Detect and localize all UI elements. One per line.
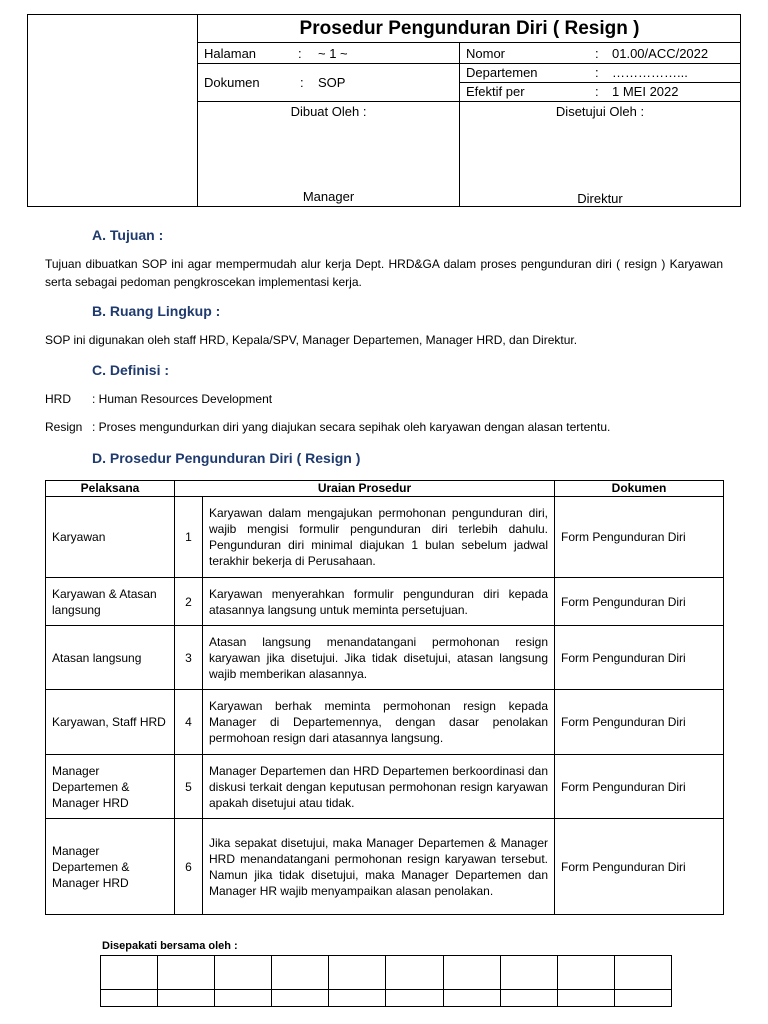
signature-name-cell — [329, 990, 386, 1007]
signature-name-row — [101, 990, 672, 1007]
halaman-value: ~ 1 ~ — [318, 46, 348, 61]
pelaksana-cell: Manager Departemen & Manager HRD — [46, 755, 175, 819]
section-b-heading: B. Ruang Lingkup : — [92, 303, 221, 319]
signoff-grid — [100, 955, 672, 1007]
section-a-text: Tujuan dibuatkan SOP ini agar mempermudah alur kerja Dept. HRD&GA dalam proses pengunduran diri ( resign ) Karyawan serta sebagai pedoman pengkroscekan implementasi kerja. — [45, 257, 723, 289]
step-number: 6 — [175, 819, 203, 915]
table-row — [46, 626, 724, 690]
signature-name-cell — [158, 990, 215, 1007]
step-number: 2 — [175, 578, 203, 626]
page-title: Prosedur Pengunduran Diri ( Resign ) — [198, 14, 741, 43]
signature-name-cell — [500, 990, 557, 1007]
section-d-heading: D. Prosedur Pengunduran Diri ( Resign ) — [92, 450, 361, 466]
signature-name-cell — [557, 990, 614, 1007]
signature-name-cell — [272, 990, 329, 1007]
dokumen-label: Dokumen — [204, 75, 260, 90]
disetujui-oleh-label: Disetujui Oleh : — [555, 104, 645, 119]
definition-desc: : Proses mengundurkan diri yang diajukan secara sepihak oleh karyawan dengan alasan tertentu. — [92, 420, 611, 434]
section-c-heading: C. Definisi : — [92, 362, 170, 378]
step-number: 1 — [175, 497, 203, 578]
uraian-cell: Jika sepakat disetujui, maka Manager Departemen & Manager HRD menandatangani permohonan resign karyawan tersebut. Namun jika tidak disetujui, maka Manager Departemen dan Manager HR wajib menyampaikan alasan penolakan. — [203, 819, 555, 915]
signature-cell — [614, 956, 671, 990]
header-divider — [198, 63, 741, 64]
nomor-label: Nomor — [466, 46, 506, 61]
halaman-label: Halaman — [204, 46, 257, 61]
uraian-cell: Atasan langsung menandatangani permohonan resign karyawan jika disetujui. Jika tidak disetujui, atasan langsung wajib memberikan alasannya. — [203, 626, 555, 690]
header-divider — [198, 101, 741, 102]
header-divider — [459, 43, 460, 206]
definition-term: Resign — [45, 420, 83, 434]
dokumen-cell: Form Pengunduran Diri — [555, 755, 724, 819]
signature-cell — [329, 956, 386, 990]
table-row — [46, 690, 724, 755]
dibuat-oleh-label: Dibuat Oleh : — [290, 104, 367, 119]
departemen-value: ……………... — [612, 65, 688, 80]
section-a-heading: A. Tujuan : — [92, 227, 164, 243]
efektif-value: 1 MEI 2022 — [612, 84, 679, 99]
nomor-value: 01.00/ACC/2022 — [612, 46, 709, 61]
disetujui-oleh-role: Direktur — [577, 191, 623, 206]
pelaksana-cell: Atasan langsung — [46, 626, 175, 690]
dokumen-cell: Form Pengunduran Diri — [555, 578, 724, 626]
dokumen-cell: Form Pengunduran Diri — [555, 626, 724, 690]
signature-name-cell — [386, 990, 443, 1007]
signature-cell — [443, 956, 500, 990]
col-header-dokumen: Dokumen — [555, 481, 724, 497]
signature-name-cell — [101, 990, 158, 1007]
pelaksana-cell: Manager Departemen & Manager HRD — [46, 819, 175, 915]
pelaksana-cell: Karyawan, Staff HRD — [46, 690, 175, 755]
signature-cell — [386, 956, 443, 990]
logo-cell — [27, 14, 198, 207]
col-header-uraian: Uraian Prosedur — [175, 481, 555, 497]
colon: : — [595, 65, 599, 80]
signature-cell — [500, 956, 557, 990]
signature-cell — [557, 956, 614, 990]
signature-cell — [158, 956, 215, 990]
uraian-cell: Karyawan menyerahkan formulir pengunduran diri kepada atasannya langsung untuk meminta persetujuan. — [203, 578, 555, 626]
signature-name-cell — [614, 990, 671, 1007]
dokumen-cell: Form Pengunduran Diri — [555, 819, 724, 915]
step-number: 4 — [175, 690, 203, 755]
colon: : — [300, 75, 304, 90]
step-number: 3 — [175, 626, 203, 690]
dokumen-cell: Form Pengunduran Diri — [555, 690, 724, 755]
definition-term: HRD — [45, 392, 71, 406]
uraian-cell: Karyawan dalam mengajukan permohonan pengunduran diri, wajib mengisi formulir pengunduran diri terlebih dahulu. Pengunduran diri minimal diajukan 1 bulan sebelum jadwal terakhir bekerja di Perusahaan. — [203, 497, 555, 578]
table-row — [46, 497, 724, 578]
colon: : — [298, 46, 302, 61]
header-divider — [459, 82, 741, 83]
signature-name-cell — [215, 990, 272, 1007]
colon: : — [595, 84, 599, 99]
step-number: 5 — [175, 755, 203, 819]
departemen-label: Departemen — [466, 65, 538, 80]
table-row — [46, 819, 724, 915]
dokumen-value: SOP — [318, 75, 346, 90]
signature-cell — [215, 956, 272, 990]
colon: : — [595, 46, 599, 61]
table-header-row — [46, 481, 724, 497]
dibuat-oleh-role: Manager — [302, 189, 355, 204]
table-row — [46, 578, 724, 626]
signature-cell — [272, 956, 329, 990]
signoff-label: Disepakati bersama oleh : — [102, 940, 238, 952]
col-header-pelaksana: Pelaksana — [46, 481, 175, 497]
pelaksana-cell: Karyawan & Atasan langsung — [46, 578, 175, 626]
signature-name-cell — [443, 990, 500, 1007]
procedure-table — [45, 480, 724, 915]
table-row — [46, 755, 724, 819]
definition-desc: : Human Resources Development — [92, 392, 273, 406]
signature-cell — [101, 956, 158, 990]
uraian-cell: Karyawan berhak meminta permohonan resign kepada Manager di Departemennya, dengan dasar penolakan permohoan resign dari atasannya langsung. — [203, 690, 555, 755]
dokumen-cell: Form Pengunduran Diri — [555, 497, 724, 578]
pelaksana-cell: Karyawan — [46, 497, 175, 578]
signature-row — [101, 956, 672, 990]
section-b-text: SOP ini digunakan oleh staff HRD, Kepala/SPV, Manager Departemen, Manager HRD, dan Direktur. — [45, 333, 578, 347]
efektif-label: Efektif per — [466, 84, 525, 99]
uraian-cell: Manager Departemen dan HRD Departemen berkoordinasi dan diskusi terkait dengan keputusan permohonan resign karyawan apakah disetujui atau tidak. — [203, 755, 555, 819]
